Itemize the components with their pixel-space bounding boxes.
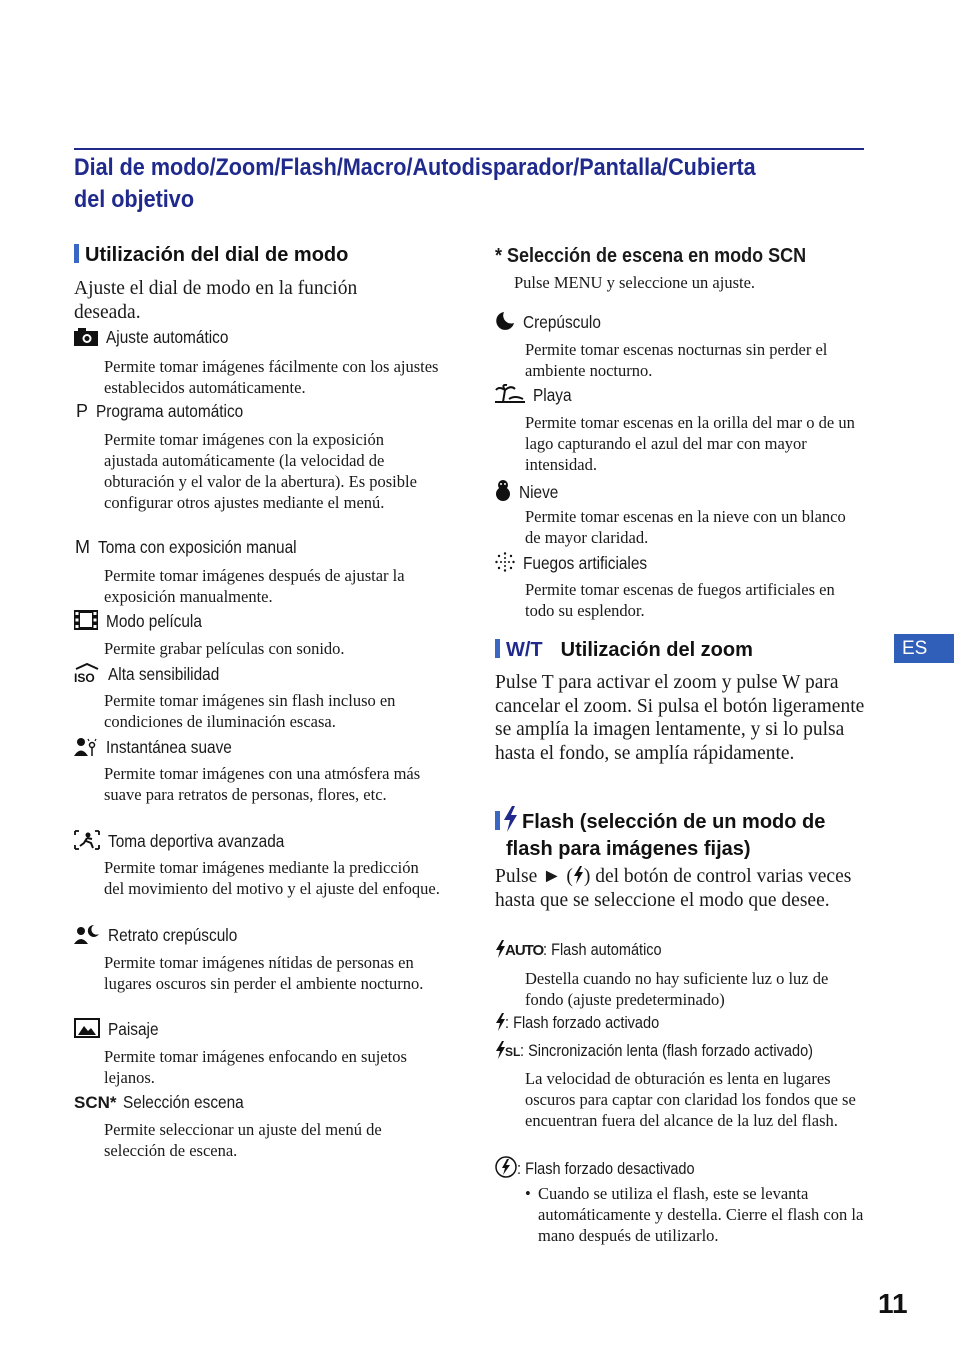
- flash-text: Pulse ► ( ) del botón de control varias veces hasta que se seleccione el modo que desee.: [495, 866, 852, 911]
- mode-item-high-iso: ISO Alta sensibilidad: [74, 664, 220, 684]
- mode-item-desc: Permite tomar imágenes fácilmente con los ajustes establecidos automáticamente.: [104, 357, 439, 397]
- mode-item-desc: Permite tomar imágenes enfocando en sujetos lejanos.: [104, 1047, 407, 1087]
- mode-item-movie: Modo película: [74, 610, 215, 632]
- flash-item-slow-sync: SL: Sincronización lenta (flash forzado activado): [495, 1041, 853, 1061]
- m-icon: M: [75, 537, 90, 557]
- flash-item-desc: La velocidad de obturación es lenta en lugares oscuros para captar con claridad los fondos que se encuentran fuera del alcance de la luz del flash.: [525, 1069, 856, 1130]
- section-heading-mode-dial: Utilización del dial de modo: [74, 244, 348, 267]
- heading-bar: [495, 639, 500, 658]
- mode-item-desc: Permite tomar imágenes sin flash incluso en condiciones de iluminación escasa.: [104, 691, 396, 731]
- mode-item-landscape: Paisaje: [74, 1018, 165, 1040]
- scn-item-desc: Permite tomar escenas en la orilla del mar o de un lago capturando el azul del mar con mayor intensidad.: [525, 413, 855, 474]
- scn-item-desc: Permite tomar escenas nocturnas sin perder el ambiente nocturno.: [525, 340, 828, 380]
- flash-auto-text: AUTO: [505, 942, 544, 959]
- scn-item-snow: Nieve: [495, 479, 564, 503]
- scn-item-desc: Permite tomar escenas de fuegos artificiales en todo su esplendor.: [525, 580, 835, 620]
- mode-item-desc: Permite grabar películas con sonido.: [104, 639, 345, 658]
- scn-item-fireworks: Fuegos artificiales: [495, 552, 664, 574]
- svg-text:ISO: ISO: [74, 671, 95, 683]
- flash-small-icon: [573, 866, 584, 884]
- fireworks-icon: [495, 552, 515, 572]
- snowman-icon: [495, 479, 511, 501]
- flash-item-off: : Flash forzado desactivado: [495, 1156, 719, 1179]
- mode-item-twilight-portrait: Retrato crepúsculo: [74, 924, 255, 946]
- soft-snap-icon: [74, 736, 98, 756]
- mode-item-desc: Permite seleccionar un ajuste del menú de selección de escena.: [104, 1120, 382, 1160]
- heading-bar: [495, 811, 500, 830]
- flash-sl-text: SL: [505, 1045, 521, 1059]
- mode-item-program: P Programa automático: [76, 401, 244, 421]
- mode-item-desc: Permite tomar imágenes con la exposición ajustada automáticamente (la velocidad de obturación y el valor de la abertura). Es posible configurar otros ajustes mediante el menú.: [104, 430, 417, 512]
- scn-item-beach: Playa: [495, 384, 577, 406]
- title-rule: [74, 148, 864, 150]
- scn-heading: * Selección de escena en modo SCN: [495, 245, 807, 267]
- p-icon: P: [76, 401, 89, 421]
- scn-icon: SCN*: [74, 1093, 117, 1112]
- beach-icon: [495, 384, 525, 404]
- mode-item-auto: Ajuste automático: [74, 327, 245, 348]
- flash-icon: [502, 806, 518, 832]
- mode-item-desc: Permite tomar imágenes después de ajustar la exposición manualmente.: [104, 566, 405, 606]
- page-number: 11: [878, 1288, 908, 1319]
- flash-item-on: : Flash forzado activado: [495, 1013, 680, 1033]
- flash-off-icon: [495, 1156, 517, 1178]
- camera-icon: [74, 328, 98, 346]
- right-arrow-icon: ►: [542, 866, 562, 887]
- moon-icon: [495, 311, 515, 331]
- section-heading-zoom: W/T Utilización del zoom: [495, 639, 753, 662]
- section-heading-flash: Flash (selección de un modo de flash para imágenes fijas): [495, 806, 875, 863]
- mode-item-desc: Permite tomar imágenes con una atmósfera más suave para retratos de personas, flores, etc.: [104, 764, 421, 804]
- bullet-dot: •: [525, 1184, 531, 1203]
- mode-item-manual: M Toma con exposición manual: [75, 537, 297, 557]
- mode-dial-intro: Ajuste el dial de modo en la función deseada.: [74, 278, 358, 323]
- mode-item-desc: Permite tomar imágenes nítidas de personas en lugares oscuros sin perder el ambiente nocturno.: [104, 953, 424, 993]
- page-title: Dial de modo/Zoom/Flash/Macro/Autodisparador/Pantalla/Cubierta del objetivo: [74, 154, 756, 213]
- iso-icon: [74, 663, 100, 683]
- wt-label: W/T: [506, 639, 543, 661]
- mode-item-scene: SCN* Selección escena: [74, 1092, 244, 1112]
- scn-item-twilight: Crepúsculo: [495, 311, 612, 333]
- heading-bar: [74, 244, 79, 263]
- mode-item-soft-snap: Instantánea suave: [74, 736, 249, 758]
- flash-on-icon: [495, 1013, 505, 1031]
- scn-intro: Pulse MENU y seleccione un ajuste.: [514, 273, 756, 292]
- flash-slow-sync-icon: [495, 1041, 505, 1059]
- scn-item-desc: Permite tomar escenas en la nieve con un blanco de mayor claridad.: [525, 507, 846, 547]
- mode-item-sports: Toma deportiva avanzada: [74, 830, 308, 852]
- flash-auto-icon: [495, 940, 505, 958]
- twilight-portrait-icon: [74, 924, 100, 944]
- mode-item-desc: Permite tomar imágenes mediante la predicción del movimiento del motivo y el ajuste del enfoque.: [104, 858, 440, 898]
- flash-item-auto: AUTO: Flash automático: [495, 940, 678, 960]
- film-icon: [74, 610, 98, 630]
- language-tab: ES: [894, 634, 954, 663]
- landscape-icon: [74, 1018, 100, 1038]
- flash-item-desc: Destella cuando no hay suficiente luz o luz de fondo (ajuste predeterminado): [525, 969, 829, 1009]
- sports-icon: [74, 830, 100, 850]
- zoom-text: Pulse T para activar el zoom y pulse W para cancelar el zoom. Si pulsa el botón ligeramente se amplía la imagen lentamente, y si lo pulsa hasta el fondo, se amplía rápidamente.: [495, 672, 865, 764]
- flash-note-bullet: • Cuando se utiliza el flash, este se levanta automáticamente y destella. Cierre el flash con la mano después de utilizarlo.: [525, 1184, 864, 1245]
